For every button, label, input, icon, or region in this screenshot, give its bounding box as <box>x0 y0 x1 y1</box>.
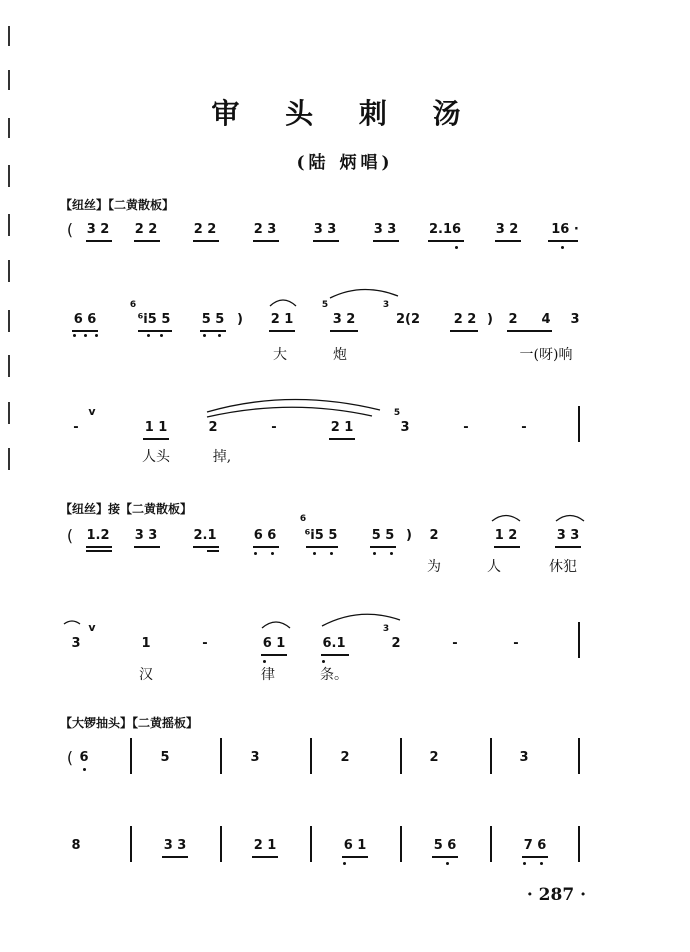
page-title: 审 头 刺 汤 <box>211 97 479 130</box>
slur <box>64 621 80 624</box>
note: 1 2 <box>494 528 518 543</box>
note: 2(2 <box>395 312 421 327</box>
note: 1 <box>141 636 151 651</box>
note: 1 1 <box>144 420 168 435</box>
lyric: 掉, <box>212 449 232 465</box>
lyric: 大 <box>273 347 287 363</box>
slur <box>330 289 398 298</box>
page-number: · 287 · <box>526 885 586 905</box>
note: 3 3 <box>373 222 397 237</box>
slur <box>207 407 372 417</box>
note: 5 5 <box>201 312 225 327</box>
note: 3 2 <box>332 312 356 327</box>
slur <box>322 614 400 626</box>
note: - <box>452 636 458 651</box>
note: 3 <box>570 312 580 327</box>
note: 3 3 <box>556 528 580 543</box>
note: 3 <box>400 420 410 435</box>
grace-note: 6 <box>129 300 137 310</box>
note: 6 1 <box>343 838 367 853</box>
note: ) <box>487 312 493 327</box>
note: 16 · <box>551 222 579 237</box>
note: 6 1 <box>262 636 286 651</box>
lyric: 一(呀)响 <box>519 347 573 363</box>
slur <box>556 516 584 522</box>
note: 5 5 <box>371 528 395 543</box>
grace-note: 6 <box>299 514 307 524</box>
page-subtitle: (陆 炳唱) <box>296 153 394 173</box>
grace-note: 5 <box>321 300 329 310</box>
note: 2 <box>208 420 218 435</box>
note: 5 <box>160 750 170 765</box>
note: ⁶i5 5 <box>137 312 171 327</box>
open-paren: ( <box>66 748 74 767</box>
note: - <box>202 636 208 651</box>
note: 3 3 <box>313 222 337 237</box>
grace-note: 5 <box>393 408 401 418</box>
note: 3 <box>519 750 529 765</box>
note: - <box>521 420 527 435</box>
note: 2.16 <box>428 222 462 237</box>
lyric: 条。 <box>320 667 348 683</box>
note: 7 6 <box>523 838 547 853</box>
note: 2 <box>340 750 350 765</box>
note: - <box>271 420 277 435</box>
note: 2 <box>429 528 439 543</box>
note: - <box>73 420 79 435</box>
note: 2 2 <box>134 222 158 237</box>
section-label: 【纽丝】接【二黄散板】 <box>60 502 193 516</box>
note: 8 <box>71 838 81 853</box>
lyric: 为 <box>427 559 441 575</box>
note: 2 <box>391 636 401 651</box>
grace-note: 3 <box>382 624 390 634</box>
note: 1.2 <box>86 528 110 543</box>
lyric: 炮 <box>333 347 347 363</box>
note: 6 <box>79 750 89 765</box>
lyric: 人 <box>487 559 501 575</box>
note: 2 <box>508 312 518 327</box>
note: 2 <box>429 750 439 765</box>
note: 6 6 <box>253 528 277 543</box>
lyric: 律 <box>261 667 275 683</box>
note: 2.1 <box>193 528 217 543</box>
open-paren: ( <box>66 526 74 545</box>
note: 6 6 <box>73 312 97 327</box>
note: 3 2 <box>495 222 519 237</box>
note: 4 <box>541 312 551 327</box>
note: 6.1 <box>322 636 346 651</box>
note: 3 <box>71 636 81 651</box>
note: ) <box>406 528 412 543</box>
lyric: 汉 <box>139 667 153 683</box>
note: 3 2 <box>86 222 110 237</box>
note: 3 <box>250 750 260 765</box>
note: - <box>463 420 469 435</box>
note: 2 1 <box>270 312 294 327</box>
breath-mark: v <box>88 405 96 418</box>
note: 2 1 <box>253 838 277 853</box>
grace-note: 3 <box>382 300 390 310</box>
slur <box>270 300 296 306</box>
note: 2 3 <box>253 222 277 237</box>
note: 5 6 <box>433 838 457 853</box>
note: ) <box>237 312 243 327</box>
section-label: 【纽丝】【二黄散板】 <box>60 198 175 212</box>
lyric: 人头 <box>142 449 170 465</box>
slur <box>262 622 290 628</box>
section-label: 【大锣抽头】【二黄摇板】 <box>60 716 199 730</box>
note: 2 2 <box>453 312 477 327</box>
open-paren: ( <box>66 220 74 239</box>
breath-mark: v <box>88 621 96 634</box>
note: 3 3 <box>163 838 187 853</box>
note: 2 2 <box>193 222 217 237</box>
note: ⁶i5 5 <box>304 528 338 543</box>
note: 2 1 <box>330 420 354 435</box>
slur <box>207 399 380 412</box>
note: - <box>513 636 519 651</box>
lyric: 休犯 <box>549 559 577 575</box>
note: 3 3 <box>134 528 158 543</box>
slur <box>492 516 520 522</box>
